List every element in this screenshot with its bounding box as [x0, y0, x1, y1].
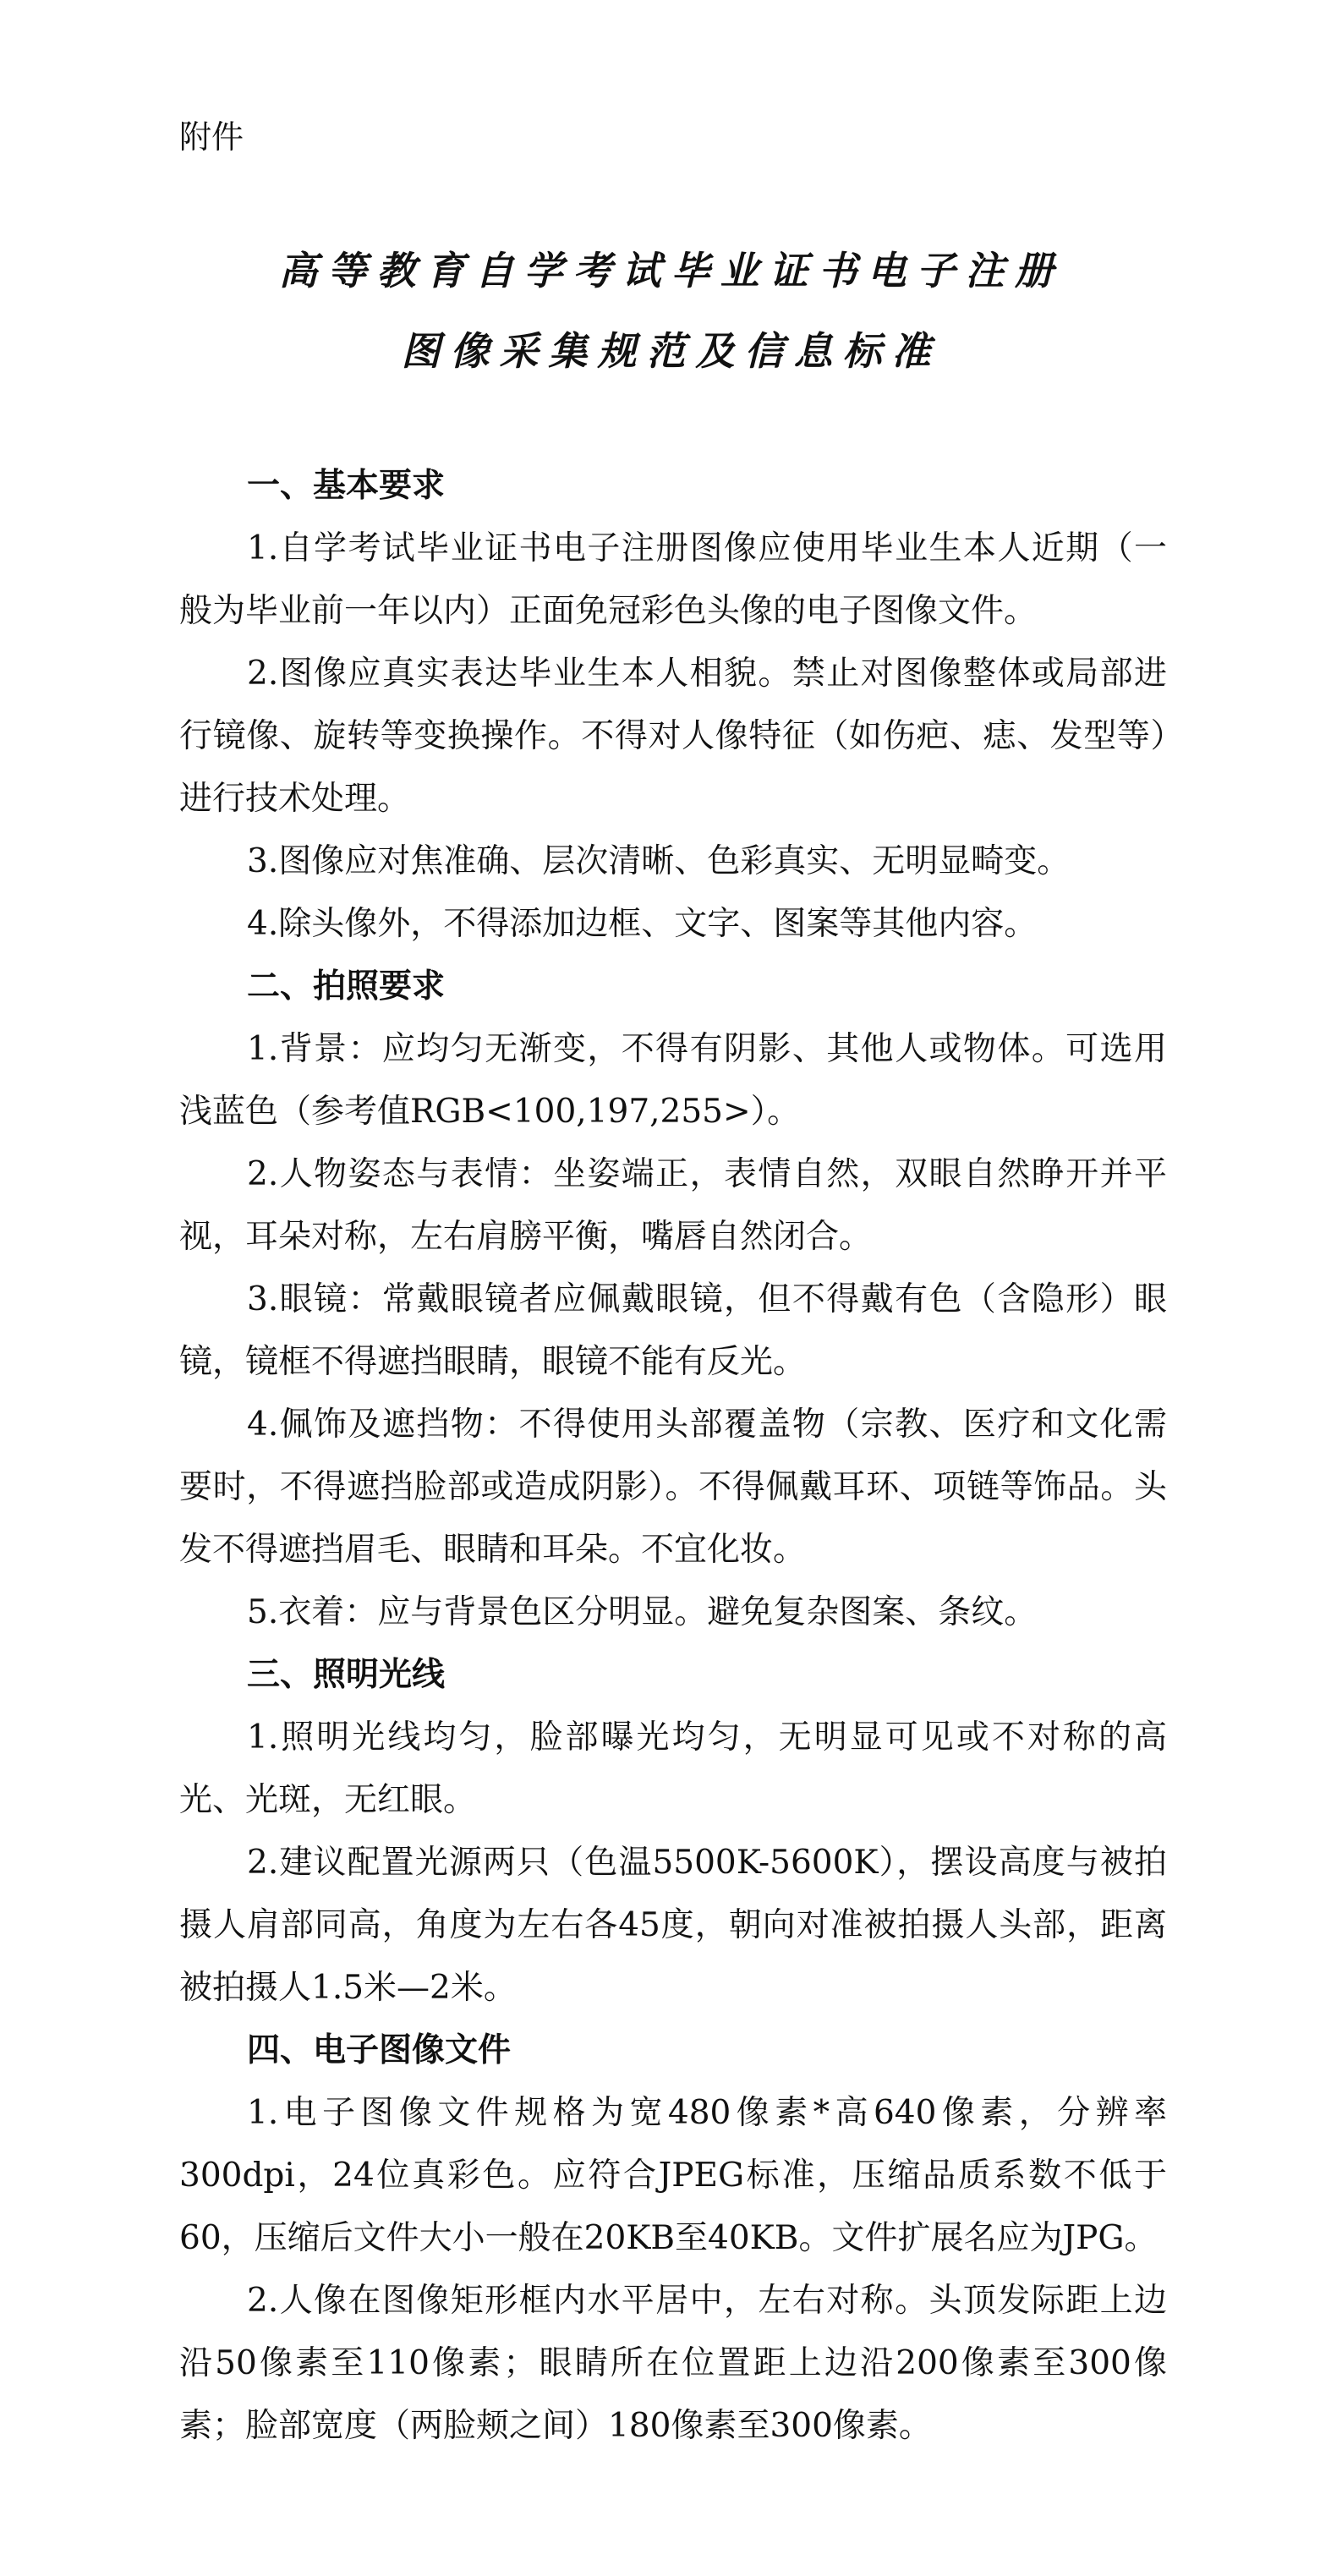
section-heading-basic-requirements: 一、基本要求: [247, 467, 446, 505]
paragraph: 1.自学考试毕业证书电子注册图像应使用毕业生本人近期（一般为毕业前一年以内）正面免冠彩色头像的电子图像文件。: [179, 529, 1167, 630]
document-body: [179, 455, 1167, 2458]
section-heading-lighting: 三、照明光线: [247, 1656, 446, 1694]
paragraph: 1.电子图像文件规格为宽480像素*高640像素，分辨率300dpi，24位真彩色。应符合JPEG标准，压缩品质系数不低于60，压缩后文件大小一般在20KB至40KB。文件扩展名应为JPG。: [179, 2094, 1167, 2257]
section-heading-photo-requirements: 二、拍照要求: [247, 967, 446, 1006]
paragraph: 3.眼镜：常戴眼镜者应佩戴眼镜，但不得戴有色（含隐形）眼镜，镜框不得遮挡眼睛，眼镜不能有反光。: [179, 1280, 1167, 1381]
paragraph: 1.照明光线均匀，脸部曝光均匀，无明显可见或不对称的高光、光斑，无红眼。: [179, 1718, 1167, 1819]
document-title-line-2: 图像采集规范及信息标准: [401, 328, 941, 374]
paragraph: 2.人物姿态与表情：坐姿端正，表情自然，双眼自然睁开并平视，耳朵对称，左右肩膀平衡，嘴唇自然闭合。: [179, 1155, 1167, 1256]
paragraph: 2.建议配置光源两只（色温5500K-5600K），摆设高度与被拍摄人肩部同高，角度为左右各45度，朝向对准被拍摄人头部，距离被拍摄人1.5米—2米。: [179, 1844, 1167, 2007]
paragraph: 4.佩饰及遮挡物：不得使用头部覆盖物（宗教、医疗和文化需要时，不得遮挡脸部或造成阴影）。不得佩戴耳环、项链等饰品。头发不得遮挡眉毛、眼睛和耳朵。不宜化妆。: [179, 1406, 1167, 1569]
paragraph: 1.背景：应均匀无渐变，不得有阴影、其他人或物体。可选用浅蓝色（参考值RGB<100,197,255>）。: [179, 1030, 1167, 1131]
paragraph: 2.人像在图像矩形框内水平居中，左右对称。头顶发际距上边沿50像素至110像素；眼睛所在位置距上边沿200像素至300像素；脸部宽度（两脸颊之间）180像素至300像素。: [179, 2282, 1167, 2445]
attachment-label: 附件: [179, 118, 244, 156]
paragraph: 5.衣着：应与背景色区分明显。避免复杂图案、条纹。: [247, 1593, 1038, 1631]
paragraph: 4.除头像外，不得添加边框、文字、图案等其他内容。: [247, 905, 1038, 943]
document-title-line-1: 高等教育自学考试毕业证书电子注册: [278, 248, 1064, 293]
section-heading-image-file: 四、电子图像文件: [247, 2031, 512, 2069]
paragraph: 2.图像应真实表达毕业生本人相貌。禁止对图像整体或局部进行镜像、旋转等变换操作。不得对人像特征（如伤疤、痣、发型等）进行技术处理。: [179, 655, 1167, 818]
paragraph: 3.图像应对焦准确、层次清晰、色彩真实、无明显畸变。: [247, 842, 1071, 880]
